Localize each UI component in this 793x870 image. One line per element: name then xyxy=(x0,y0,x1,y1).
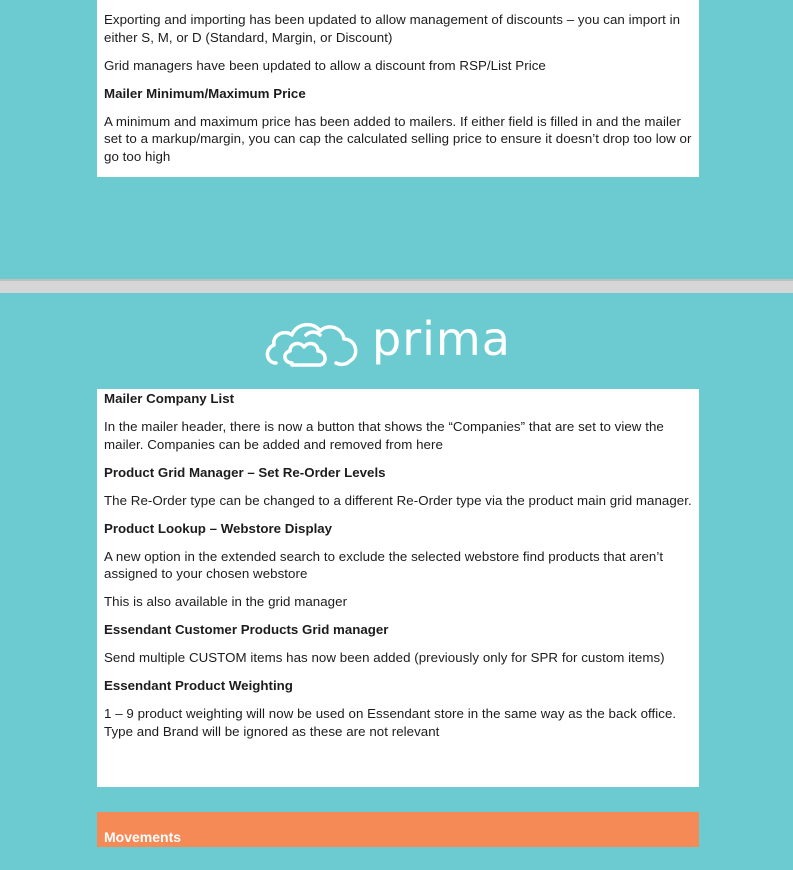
page-2-content-card xyxy=(97,389,699,787)
paragraph-discount-import: Exporting and importing has been updated to allow management of discounts – you can import in either S, M, or D (Standard, Margin, or Discount) xyxy=(104,12,681,45)
heading-mailer-company-list: Mailer Company List xyxy=(104,391,235,406)
heading-mailer-min-max: Mailer Minimum/Maximum Price xyxy=(104,85,306,101)
paragraph-webstore-display: A new option in the extended search to exclude the selected webstore find products that aren’t assigned to your chosen webstore xyxy=(104,548,664,581)
paragraph-mailer-company-list: In the mailer header, there is now a button that shows the “Companies” that are set to view the mailer. Companies can be added and removed from here xyxy=(104,419,664,452)
logo-wordmark: prima xyxy=(372,312,511,366)
movements-title: Movements xyxy=(104,829,182,845)
paragraph-grid-discount: Grid managers have been updated to allow a discount from RSP/List Price xyxy=(104,57,546,73)
page-separator xyxy=(0,279,793,293)
paragraph-essendant-grid: Send multiple CUSTOM items has now been added (previously only for SPR for custom items) xyxy=(104,650,665,665)
heading-webstore-display: Product Lookup – Webstore Display xyxy=(104,520,333,536)
cloud-logo-icon xyxy=(262,311,362,373)
movements-section-header xyxy=(97,812,699,847)
prima-logo xyxy=(262,310,532,374)
paragraph-reorder-levels: The Re-Order type can be changed to a different Re-Order type via the product main grid manager. xyxy=(104,492,692,508)
paragraph-mailer-min-max: A minimum and maximum price has been added to mailers. If either field is filled in and the mailer set to a markup/margin, you can cap the calculated selling price to ensure it doesn’t drop too low or go too high xyxy=(104,113,692,164)
paragraph-webstore-grid: This is also available in the grid manager xyxy=(104,594,348,609)
heading-essendant-grid: Essendant Customer Products Grid manager xyxy=(104,622,389,637)
paragraph-essendant-weighting: 1 – 9 product weighting will now be used on Essendant store in the same way as the back office. Type and Brand will be ignored as these are not relevant xyxy=(104,706,677,739)
page-1-content-card xyxy=(97,0,699,177)
heading-reorder-levels: Product Grid Manager – Set Re-Order Levels xyxy=(104,464,386,480)
heading-essendant-weighting: Essendant Product Weighting xyxy=(104,678,293,693)
